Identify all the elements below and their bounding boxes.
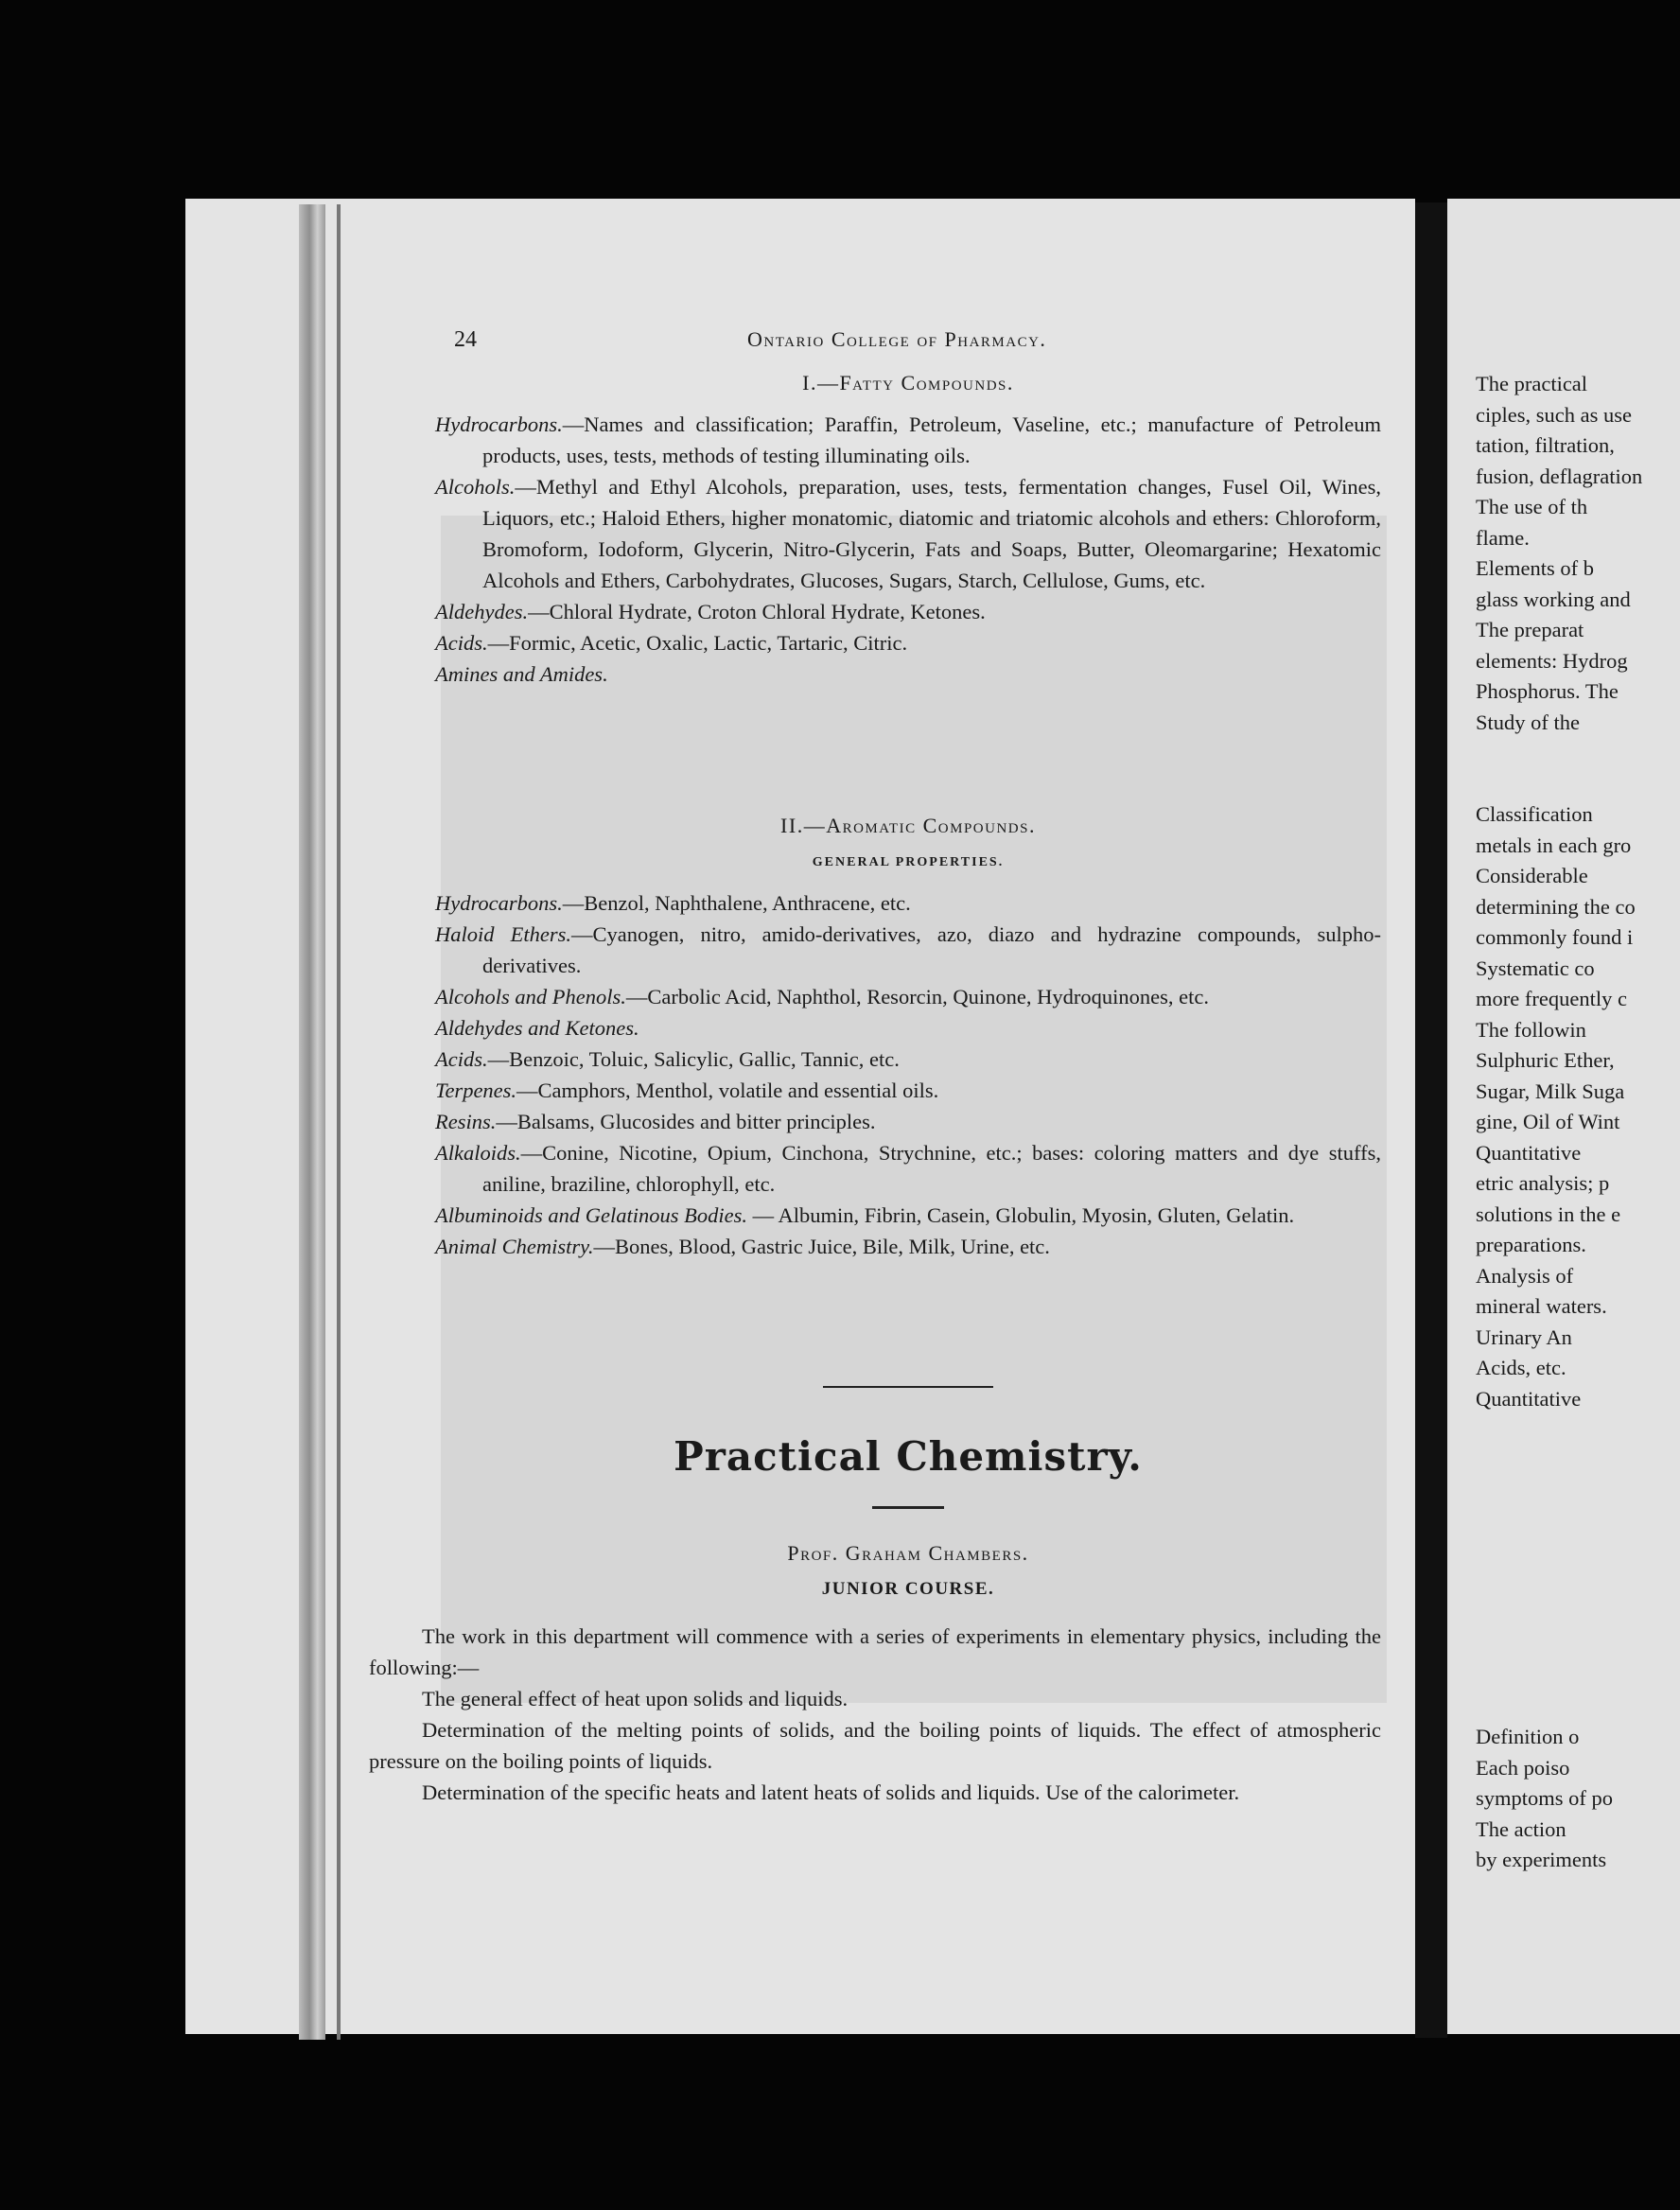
right-page-line: [1476, 1414, 1680, 1446]
right-page-line: [1476, 1660, 1680, 1692]
right-page-line: Phosphorus. The: [1476, 679, 1619, 703]
right-page-line: Each poiso: [1476, 1755, 1570, 1780]
course-paragraphs: [369, 1621, 1381, 1808]
right-page-line: glass working and: [1476, 587, 1631, 611]
entry-term: Amines and Amides.: [435, 662, 608, 686]
entry-text: —Names and classification; Paraffin, Petroleum, Vaseline, etc.; manufacture of Petroleum products, uses, tests, methods of testing illuminating oils.: [482, 412, 1381, 467]
right-page-line: etric analysis; p: [1476, 1171, 1610, 1195]
entry-term: Alcohols and Phenols.: [435, 985, 626, 1009]
right-page-line: The followin: [1476, 1017, 1586, 1042]
right-page-line: fusion, deflagration: [1476, 464, 1643, 488]
entry-text: —Methyl and Ethyl Alcohols, preparation, uses, tests, fermentation changes, Fusel Oil, Wines, Liquors, etc.; Haloid Ethers, higher monatomic, diatomic and triatomic alcohols and ethers: Chloroform, Bromoform, Iodoform, Glycerin, Nitro-Glycerin, Fats and Soaps, Butter, Oleomargarine; Hexatomic Alcohols and Ethers, Carbohydrates, Glucoses, Sugars, Starch, Cellulose, Gums, etc.: [482, 475, 1381, 592]
right-page-line: [1476, 1537, 1680, 1569]
entry-text: —Benzol, Naphthalene, Anthracene, etc.: [562, 891, 911, 915]
book-spine: [1415, 202, 1447, 2038]
section-title: II.—Aromatic Compounds.: [780, 814, 1036, 837]
right-page-line: [1476, 1569, 1680, 1600]
right-page-line: elements: Hydrog: [1476, 648, 1628, 673]
entry-text: —Chloral Hydrate, Croton Chloral Hydrate, Ketones.: [528, 600, 986, 623]
entry-text: —Formic, Acetic, Oxalic, Lactic, Tartaric, Citric.: [487, 631, 908, 655]
entry: [435, 627, 1381, 658]
entry-term: Aldehydes.: [435, 600, 529, 623]
entry: [435, 981, 1381, 1012]
right-page-line: tation, filtration,: [1476, 433, 1615, 457]
entry-term: Aldehydes and Ketones.: [435, 1016, 639, 1040]
right-page-line: Quantitative: [1476, 1140, 1582, 1165]
right-page-line: [1476, 1507, 1680, 1538]
right-page-line: The action: [1476, 1816, 1566, 1841]
divider-rule: [872, 1506, 944, 1509]
right-page-line: Sugar, Milk Suga: [1476, 1079, 1625, 1103]
entry-term: Terpenes.: [435, 1079, 517, 1102]
entry-term: Alcohols.: [435, 475, 516, 499]
right-page-line: [1476, 1476, 1680, 1507]
right-page-line: [1476, 1692, 1680, 1723]
right-page-line: symptoms of po: [1476, 1786, 1614, 1810]
right-page-line: gine, Oil of Wint: [1476, 1110, 1620, 1133]
entry-term: Acids.: [435, 631, 488, 655]
right-page-line: [1476, 1446, 1680, 1477]
entry: [435, 1106, 1381, 1137]
right-page-line: Study of the: [1476, 710, 1580, 734]
right-page-line: Acids, etc.: [1476, 1356, 1566, 1379]
right-page-line: The preparat: [1476, 618, 1584, 641]
professor-name: Prof. Graham Chambers.: [787, 1541, 1029, 1565]
right-page-line: [1476, 1599, 1680, 1630]
entry-text: —Carbolic Acid, Naphthol, Resorcin, Quinone, Hydroquinones, etc.: [625, 985, 1209, 1009]
right-page-text: [1476, 369, 1680, 1977]
entry-term: Acids.: [435, 1047, 488, 1071]
running-head: Ontario College of Pharmacy.: [747, 327, 1047, 351]
section-fatty-compounds: [435, 371, 1381, 690]
right-page-line: solutions in the e: [1476, 1201, 1621, 1226]
entry-term: Animal Chemistry.: [435, 1235, 594, 1258]
right-page-line: preparations.: [1476, 1233, 1586, 1256]
right-page-line: more frequently c: [1476, 987, 1627, 1010]
section-title: I.—Fatty Compounds.: [802, 371, 1014, 395]
right-page-line: The practical: [1476, 372, 1588, 395]
entry-list: [435, 409, 1381, 690]
entry: [435, 919, 1381, 981]
entry: [435, 887, 1381, 919]
entry: [435, 1012, 1381, 1044]
entry-text: —Cyanogen, nitro, amido-derivatives, azo, diazo and hydrazine compounds, sulpho-derivatives.: [482, 922, 1381, 977]
course-title: JUNIOR COURSE.: [821, 1579, 995, 1599]
entry-term: Resins.: [435, 1110, 497, 1133]
paragraph: The general effect of heat upon solids and liquids.: [422, 1687, 849, 1710]
right-page-line: Analysis of: [1476, 1263, 1574, 1288]
entry: [435, 1044, 1381, 1075]
right-page-line: [1476, 1630, 1680, 1661]
entry-text: —Camphors, Menthol, volatile and essential oils.: [516, 1079, 939, 1102]
entry: [435, 596, 1381, 627]
right-page-line: Urinary An: [1476, 1324, 1572, 1349]
entry: [435, 1137, 1381, 1200]
section-subtitle: GENERAL PROPERTIES.: [812, 855, 1005, 869]
paragraph: Determination of the specific heats and latent heats of solids and liquids. Use of the calorimeter.: [422, 1780, 1240, 1804]
entry: [435, 1075, 1381, 1106]
right-page-line: flame.: [1476, 525, 1530, 550]
right-page-line: Sulphuric Ether,: [1476, 1048, 1615, 1072]
entry: [435, 658, 1381, 690]
left-page-body: [369, 312, 1391, 1921]
right-page-line: [1476, 738, 1680, 769]
divider-rule: [823, 1386, 993, 1388]
right-page-line: by experiments: [1476, 1848, 1607, 1871]
section-aromatic-compounds: [435, 814, 1381, 1262]
left-page-gutter: [299, 204, 325, 2040]
right-page-line: Systematic co: [1476, 956, 1595, 980]
entry-text: —Bones, Blood, Gastric Juice, Bile, Milk, Urine, etc.: [593, 1235, 1050, 1258]
right-page-line: determining the co: [1476, 894, 1636, 919]
entry: [435, 409, 1381, 471]
entry-term: Albuminoids and Gelatinous Bodies.: [435, 1203, 747, 1227]
entry-term: Hydrocarbons.: [435, 412, 563, 436]
entry-text: —Balsams, Glucosides and bitter principles.: [496, 1110, 876, 1133]
paragraph: The work in this department will commence with a series of experiments in elementary physics, including the following:—: [369, 1624, 1381, 1679]
practical-chemistry-section: [369, 1386, 1381, 1808]
entry-text: —Conine, Nicotine, Opium, Cinchona, Strychnine, etc.; bases: coloring matters and dye stuffs, aniline, braziline, chlorophyll, etc.: [482, 1141, 1381, 1196]
entry-term: Alkaloids.: [435, 1141, 521, 1165]
right-page-line: Considerable: [1476, 864, 1588, 887]
right-page-line: Definition o: [1476, 1725, 1580, 1748]
entry: [435, 471, 1381, 596]
right-page-line: metals in each gro: [1476, 833, 1632, 857]
page-number: 24: [454, 327, 477, 352]
right-page-line: ciples, such as use: [1476, 402, 1632, 427]
right-page-line: [1476, 769, 1680, 800]
right-page-line: Classification: [1476, 802, 1593, 826]
entry-text: —Benzoic, Toluic, Salicylic, Gallic, Tannic, etc.: [487, 1047, 900, 1071]
entry-term: Hydrocarbons.: [435, 891, 563, 915]
entry: [435, 1231, 1381, 1262]
paragraph: Determination of the melting points of solids, and the boiling points of liquids. The effect of atmospheric pressure on the boiling points of liquids.: [369, 1718, 1381, 1773]
right-page-line: mineral waters.: [1476, 1294, 1607, 1318]
gutter-line: [337, 204, 341, 2040]
right-page-line: Elements of b: [1476, 556, 1594, 580]
section-heading: Practical Chemistry.: [674, 1433, 1143, 1480]
right-page-line: The use of th: [1476, 495, 1588, 518]
entry-term: Haloid Ethers.: [435, 922, 571, 946]
right-page-line: commonly found i: [1476, 925, 1634, 949]
entry-text: — Albumin, Fibrin, Casein, Globulin, Myosin, Gluten, Gelatin.: [747, 1203, 1295, 1227]
entry: [435, 1200, 1381, 1231]
right-page-line: Quantitative: [1476, 1386, 1582, 1411]
entry-list: [435, 887, 1381, 1262]
